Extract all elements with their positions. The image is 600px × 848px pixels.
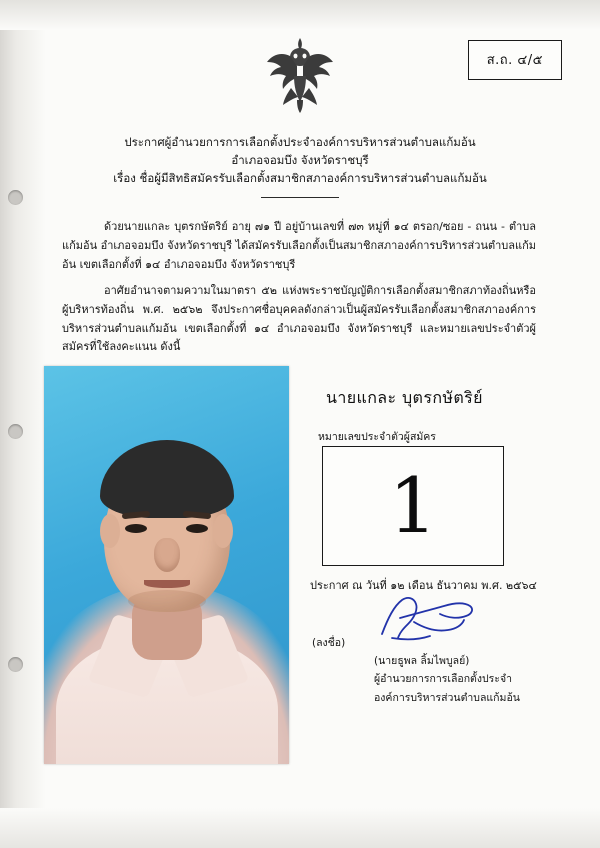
photo-ear-right — [213, 514, 233, 548]
photo-nose — [154, 538, 180, 572]
signer-name: (นายธูพล ลิ้มไพบูลย์) — [374, 655, 470, 667]
photo-eye-left — [125, 524, 147, 533]
scan-shadow-top — [0, 0, 600, 30]
garuda-emblem-icon — [264, 36, 336, 114]
scan-shadow-left — [0, 0, 46, 848]
document-body — [62, 218, 536, 364]
signature-label: (ลงชื่อ) — [312, 637, 346, 649]
signer-block — [374, 652, 520, 707]
header-line-1: ประกาศผู้อำนวยการการเลือกตั้งประจำองค์การบริหารส่วนตำบลแก้มอ้น — [124, 135, 476, 149]
signer-title-line-1: ผู้อำนวยการการเลือกตั้งประจำ — [374, 673, 512, 686]
form-code-box — [468, 40, 562, 80]
candidate-number-value: 1 — [388, 461, 438, 550]
photo-eye-right — [186, 524, 208, 533]
header-line-3: เรื่อง ชื่อผู้มีสิทธิสมัครรับเลือกตั้งสมาชิกสภาองค์การบริหารส่วนตำบลแก้มอ้น — [113, 170, 487, 185]
header-divider — [261, 197, 339, 198]
announcement-date: ประกาศ ณ วันที่ ๑๒ เดือน ธันวาคม พ.ศ. ๒๕๖๔ — [310, 579, 537, 592]
body-paragraph-1: ด้วยนายแกละ บุตรกษัตริย์ อายุ ๗๑ ปี อยู่บ้านเลขที่ ๗๓ หมู่ที่ ๑๔ ตรอก/ซอย - ถนน - ตำบล แก้มอ้น อำเภอจอมบึง จังหวัดราชบุรี ได้สมัครรับเลือกตั้งเป็นสมาชิกสภาองค์การบริหารส่วนตำบลแก้มอ้น เขตเลือกตั้งที่ ๑๔ อำเภอจอมบึง จังหวัดราชบุรี — [62, 220, 537, 271]
body-paragraph-2: อาศัยอำนาจตามความในมาตรา ๕๒ แห่งพระราชบัญญัติการเลือกตั้งสมาชิกสภาท้องถิ่นหรือผู้บริหารท้องถิ่น พ.ศ. ๒๕๖๒ จึงประกาศชื่อบุคคลดังกล่าวเป็นผู้สมัครรับเลือกตั้งสมาชิกสภาองค์การบริหารส่วนตำบลแก้มอ้น เขตเลือกตั้งที่ ๑๔ อำเภอจอมบึง จังหวัดราชบุรี และหมายเลขประจำตัวผู้สมัครที่ใช้ลงคะแนน ดังนี้ — [62, 283, 536, 354]
signer-title-line-2: องค์การบริหารส่วนตำบลแก้มอ้น — [374, 691, 520, 704]
photo-mouth — [144, 580, 190, 588]
punch-hole-middle — [8, 424, 23, 439]
photo-chin-shadow — [128, 590, 206, 612]
form-code-text: ส.ถ. ๔/๕ — [486, 53, 543, 68]
scan-shadow-bottom — [0, 808, 600, 848]
photo-ear-left — [100, 514, 120, 548]
candidate-number-box — [322, 446, 504, 566]
candidate-photo — [44, 366, 289, 764]
handwritten-signature — [374, 588, 494, 650]
header-line-2: อำเภอจอมบึง จังหวัดราชบุรี — [231, 152, 369, 167]
punch-hole-bottom — [8, 657, 23, 672]
document-header — [0, 134, 600, 198]
candidate-number-label: หมายเลขประจำตัวผู้สมัคร — [318, 431, 436, 443]
candidate-name: นายแกละ บุตรกษัตริย์ — [326, 388, 483, 407]
